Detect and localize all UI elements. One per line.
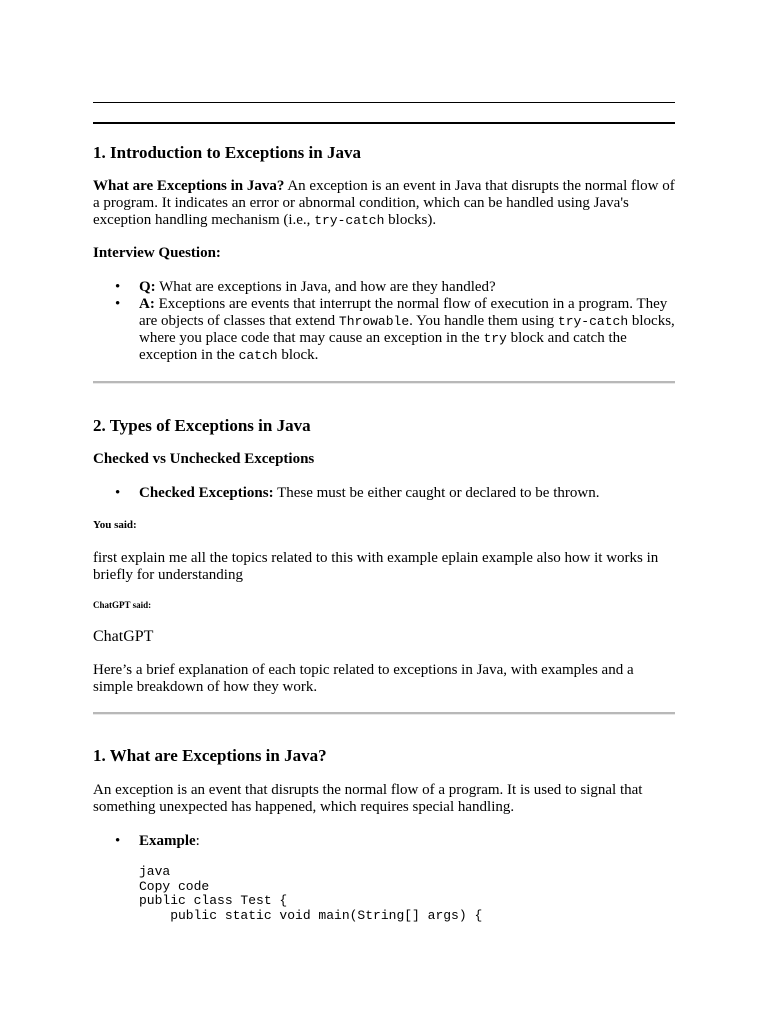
intro-paragraph: What are Exceptions in Java? An exception is an event in Java that disrupts the normal flow of a program. It indicates an error or abnormal condition, which can be handled using Java's exception handling mechanism (i.e., try-catch blocks). <box>93 178 675 228</box>
user-message: first explain me all the topics related to this with example eplain example also how it works in briefly for understanding <box>93 550 659 583</box>
top-rule-thin <box>93 102 675 103</box>
you-said-label: You said: <box>93 519 137 531</box>
types-list <box>93 485 675 502</box>
intro-label: What are Exceptions in Java? <box>93 178 285 194</box>
code-block: java Copy code public class Test { public static void main(String[] args) { <box>139 864 483 923</box>
chatgpt-intro: Here’s a brief explanation of each topic related to exceptions in Java, with examples and a simple breakdown of how they work. <box>93 662 634 695</box>
list-item-answer: • A: Exceptions are events that interrupt the normal flow of execution in a program. They are objects of classes that extend Throwable. You handle them using try-catch blocks, where you place code that may cause an exception in the try block and catch the exception in the catch block. <box>93 296 675 364</box>
subheading-checked-unchecked: Checked vs Unchecked Exceptions <box>93 451 315 467</box>
divider-2 <box>93 712 675 715</box>
interview-qa-list <box>93 279 675 364</box>
list-item-checked: • Checked Exceptions: These must be either caught or declared to be thrown. <box>93 485 675 502</box>
interview-question-label: Interview Question: <box>93 245 221 261</box>
example-list <box>93 833 675 850</box>
chatgpt-name: ChatGPT <box>93 628 154 645</box>
list-item-question: • Q: What are exceptions in Java, and how are they handled? <box>93 279 675 296</box>
chatgpt-said-label: ChatGPT said: <box>93 600 152 610</box>
section-heading-types: 2. Types of Exceptions in Java <box>93 416 311 435</box>
what-are-paragraph: An exception is an event that disrupts the normal flow of a program. It is used to signal that something unexpected has happened, which requires special handling. <box>93 782 643 815</box>
section-heading-intro: 1. Introduction to Exceptions in Java <box>93 143 361 162</box>
section-heading-what-are: 1. What are Exceptions in Java? <box>93 746 327 765</box>
top-rule-thick <box>93 122 675 124</box>
divider-1 <box>93 381 675 384</box>
list-item-example: • Example: <box>93 833 675 850</box>
